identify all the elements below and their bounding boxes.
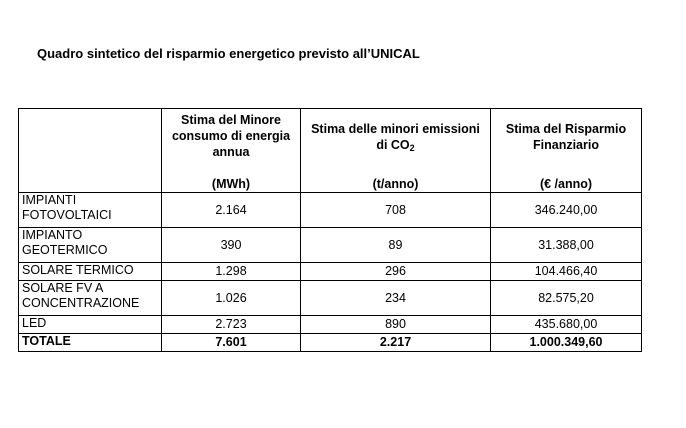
cell-eur: 31.388,00 [491, 228, 642, 263]
header-financial-savings [491, 109, 642, 193]
cell-co2: 89 [301, 228, 491, 263]
header-financial-unit: (€ /anno) [539, 177, 593, 191]
header-co2-subscript: 2 [409, 143, 415, 153]
energy-savings-table [18, 108, 642, 352]
document-title: Quadro sintetico del risparmio energetico previsto all’UNICAL [37, 46, 420, 61]
cell-eur: 435.680,00 [491, 316, 642, 334]
header-co2-unit: (t/anno) [372, 177, 419, 191]
cell-mwh: 2.164 [162, 193, 301, 228]
cell-eur: 346.240,00 [491, 193, 642, 228]
cell-mwh: 2.723 [162, 316, 301, 334]
row-label: LED [19, 316, 162, 334]
total-eur: 1.000.349,60 [491, 334, 642, 352]
cell-eur: 82.575,20 [491, 281, 642, 316]
header-co2-label [304, 112, 487, 176]
header-energy-consumption [162, 109, 301, 193]
row-label: IMPIANTO GEOTERMICO [19, 228, 162, 263]
total-co2: 2.217 [301, 334, 491, 352]
row-label: SOLARE TERMICO [19, 263, 162, 281]
table-row [19, 193, 642, 228]
row-label: IMPIANTI FOTOVOLTAICI [19, 193, 162, 228]
cell-mwh: 390 [162, 228, 301, 263]
table-row [19, 263, 642, 281]
header-financial-label: Stima del Risparmio Finanziario [505, 122, 627, 152]
cell-mwh: 1.026 [162, 281, 301, 316]
header-energy-unit: (MWh) [211, 177, 251, 191]
table-total-row [19, 334, 642, 352]
total-label: TOTALE [19, 334, 162, 352]
total-mwh: 7.601 [162, 334, 301, 352]
cell-mwh: 1.298 [162, 263, 301, 281]
cell-co2: 296 [301, 263, 491, 281]
header-energy-label: Stima del Minore consumo di energia annua [171, 113, 291, 159]
cell-co2: 708 [301, 193, 491, 228]
header-co2-emissions [301, 109, 491, 193]
cell-co2: 234 [301, 281, 491, 316]
header-co2-text: Stima delle minori emissioni di CO [311, 122, 480, 152]
cell-co2: 890 [301, 316, 491, 334]
cell-eur: 104.466,40 [491, 263, 642, 281]
row-label: SOLARE FV A CONCENTRAZIONE [19, 281, 162, 316]
table-row [19, 228, 642, 263]
header-empty-cell [19, 109, 162, 193]
table-row [19, 316, 642, 334]
table-header-row [19, 109, 642, 193]
table-row [19, 281, 642, 316]
